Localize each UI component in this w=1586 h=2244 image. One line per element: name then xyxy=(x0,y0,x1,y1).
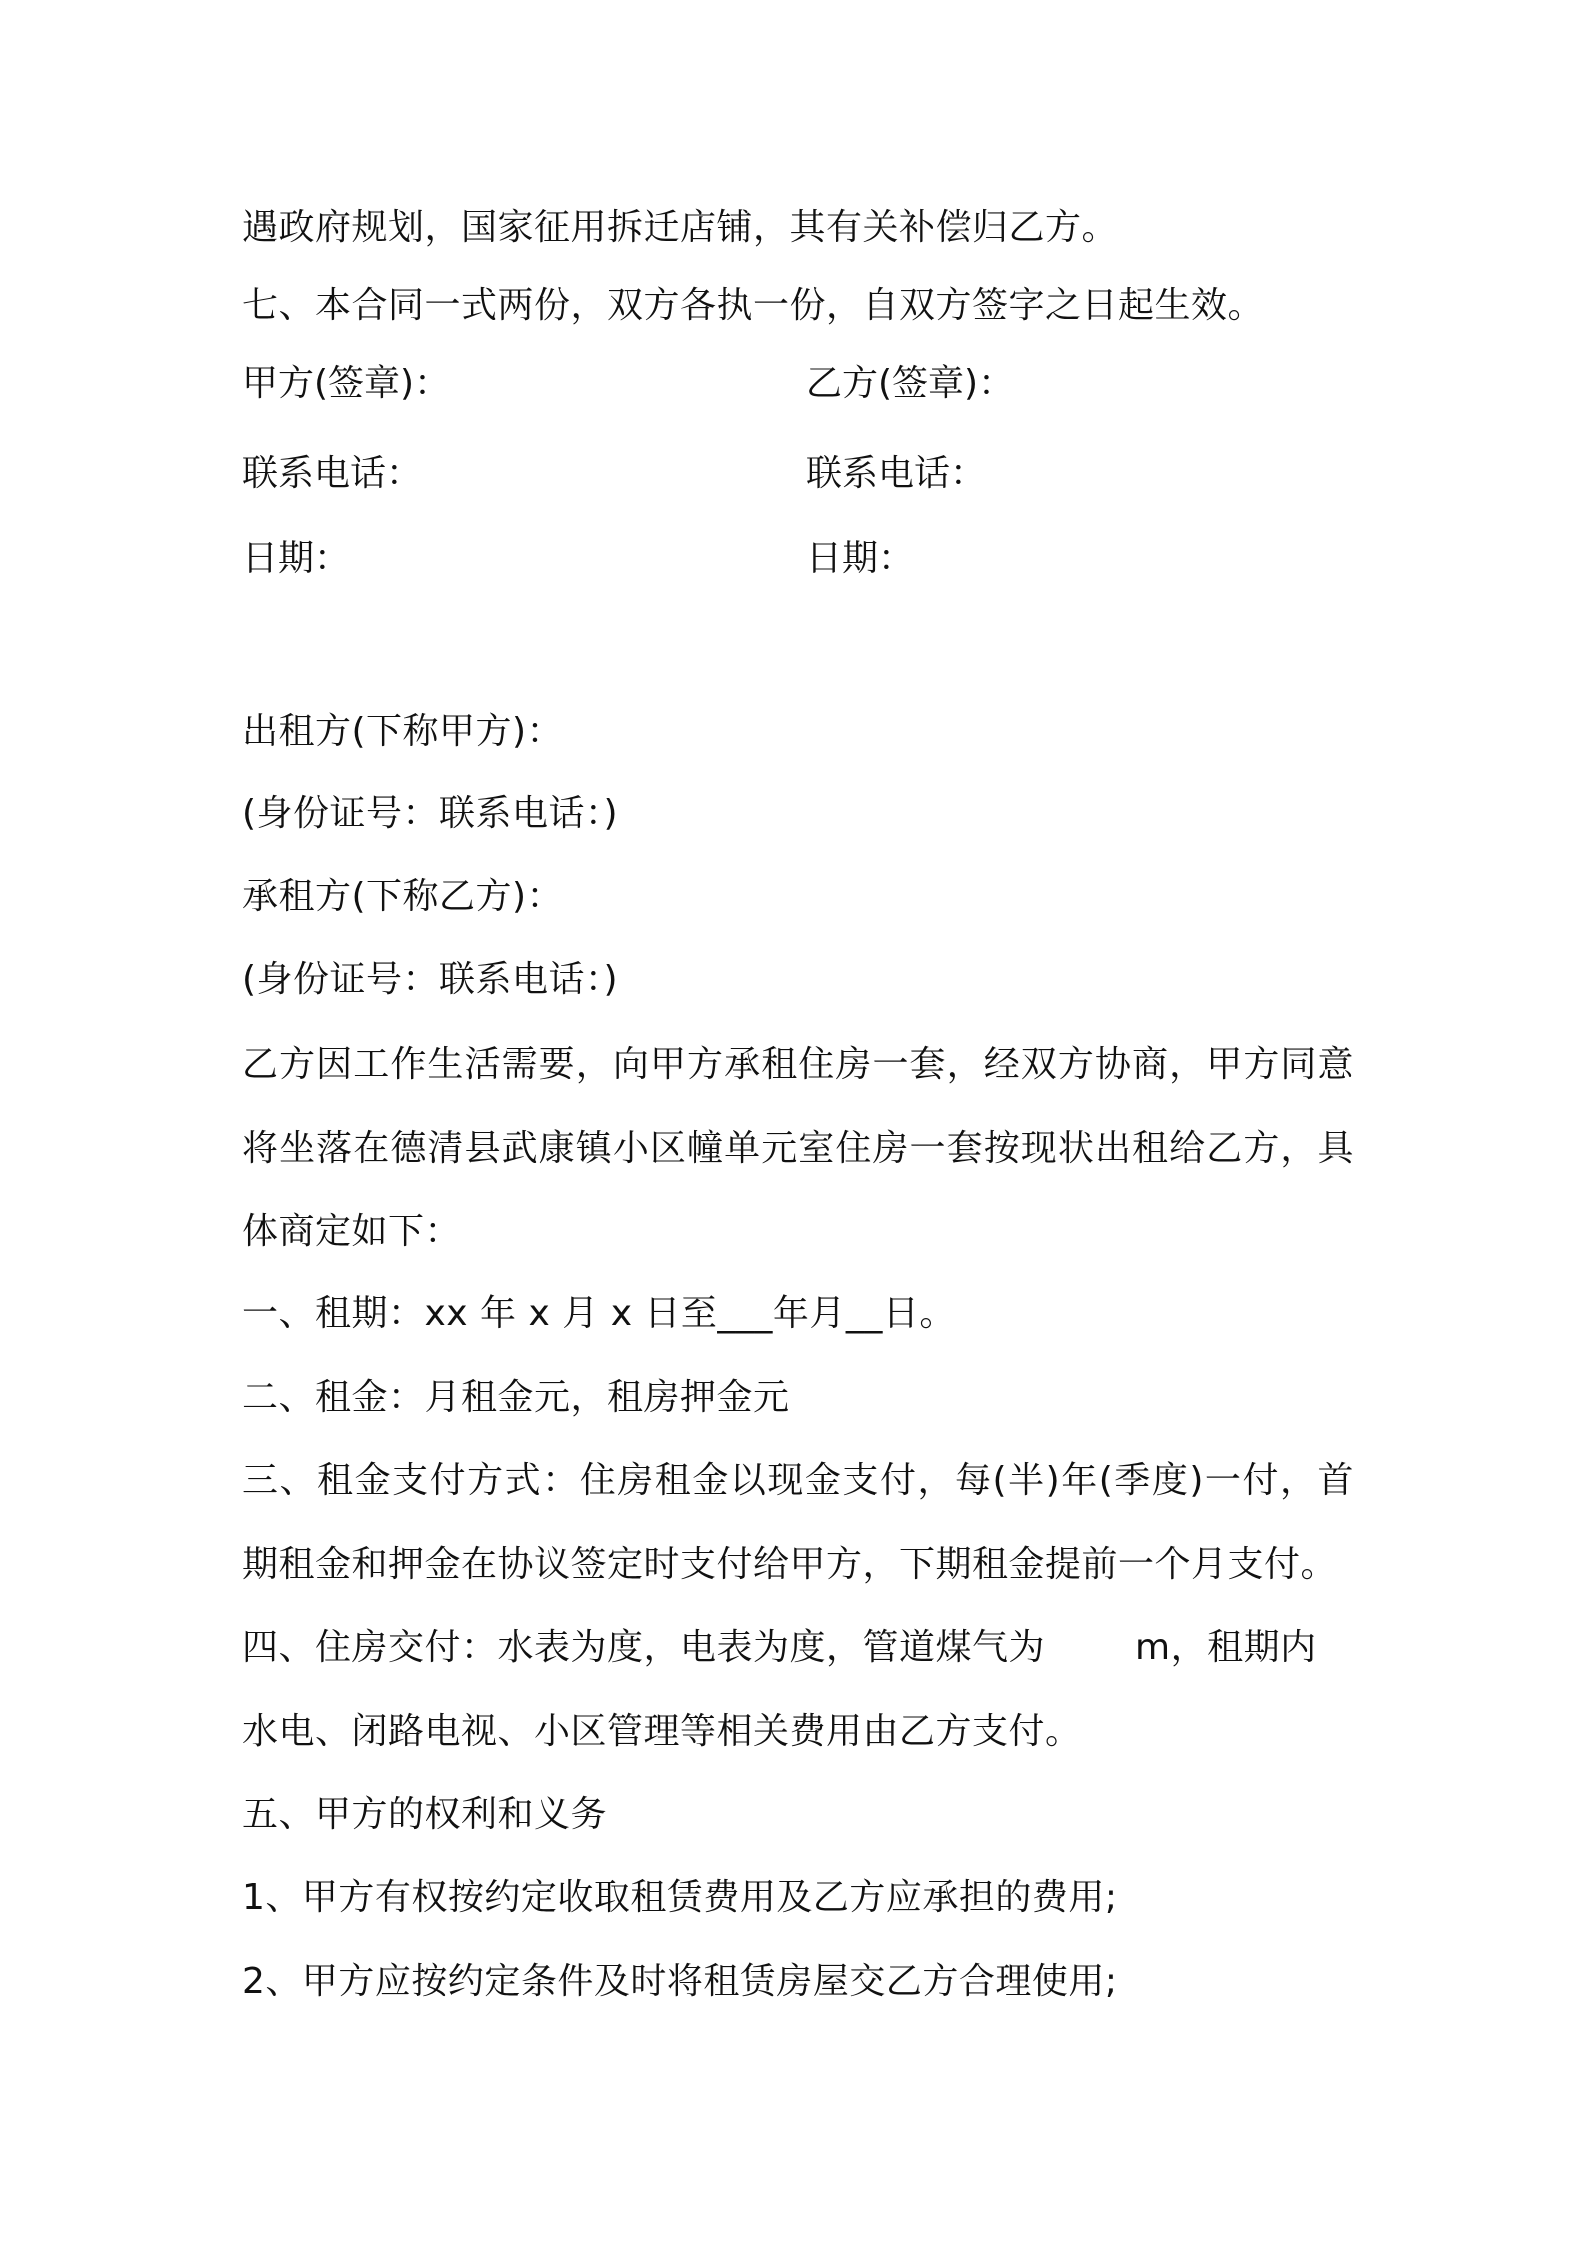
term-two: 二、租金：月租金元，租房押金元 xyxy=(242,1377,790,1418)
party-b-phone-label: 联系电话： xyxy=(806,453,987,494)
term-three-line-1: 三、租金支付方式：住房租金以现金支付，每(半)年(季度)一付，首 xyxy=(242,1460,1354,1501)
continuation-line: 遇政府规划，国家征用拆迁店铺，其有关补偿归乙方。 xyxy=(242,207,1119,248)
lessee-label: 承租方(下称乙方)： xyxy=(242,876,564,917)
intro-line-2: 将坐落在德清县武康镇小区幢单元室住房一套按现状出租给乙方，具 xyxy=(242,1128,1354,1169)
signature-row-seal xyxy=(242,362,1342,406)
lessor-label: 出租方(下称甲方)： xyxy=(242,711,564,752)
party-b-date-label: 日期： xyxy=(806,538,915,579)
term-five-item-2: 2、甲方应按约定条件及时将租赁房屋交乙方合理使用; xyxy=(242,1961,1118,2002)
lessor-id-line: (身份证号：联系电话：) xyxy=(242,793,619,834)
term-one: 一、租期：xx 年 x 月 x 日至___年月__日。 xyxy=(242,1293,956,1334)
intro-line-3: 体商定如下： xyxy=(242,1211,462,1252)
signature-row-date xyxy=(242,537,1342,581)
term-four-line-1-part-b: m，租期内 xyxy=(1135,1627,1317,1668)
clause-seven: 七、本合同一式两份，双方各执一份，自双方签字之日起生效。 xyxy=(242,285,1265,326)
party-a-phone-label: 联系电话： xyxy=(242,453,423,494)
party-a-seal-label: 甲方(签章)： xyxy=(242,363,451,404)
term-four-line-2: 水电、闭路电视、小区管理等相关费用由乙方支付。 xyxy=(242,1711,1082,1752)
term-five-item-1: 1、甲方有权按约定收取租赁费用及乙方应承担的费用; xyxy=(242,1877,1118,1918)
party-a-date-label: 日期： xyxy=(242,538,351,579)
term-four-line-1-part-a: 四、住房交付：水表为度，电表为度，管道煤气为 xyxy=(242,1627,1046,1668)
intro-line-1: 乙方因工作生活需要，向甲方承租住房一套，经双方协商，甲方同意 xyxy=(242,1044,1354,1085)
term-three-line-2: 期租金和押金在协议签定时支付给甲方，下期租金提前一个月支付。 xyxy=(242,1544,1338,1585)
signature-row-phone xyxy=(242,452,1342,496)
lessee-id-line: (身份证号：联系电话：) xyxy=(242,959,619,1000)
term-four-line-1 xyxy=(242,1626,1317,1670)
term-five-heading: 五、甲方的权利和义务 xyxy=(242,1794,608,1835)
party-b-seal-label: 乙方(签章)： xyxy=(806,363,1015,404)
